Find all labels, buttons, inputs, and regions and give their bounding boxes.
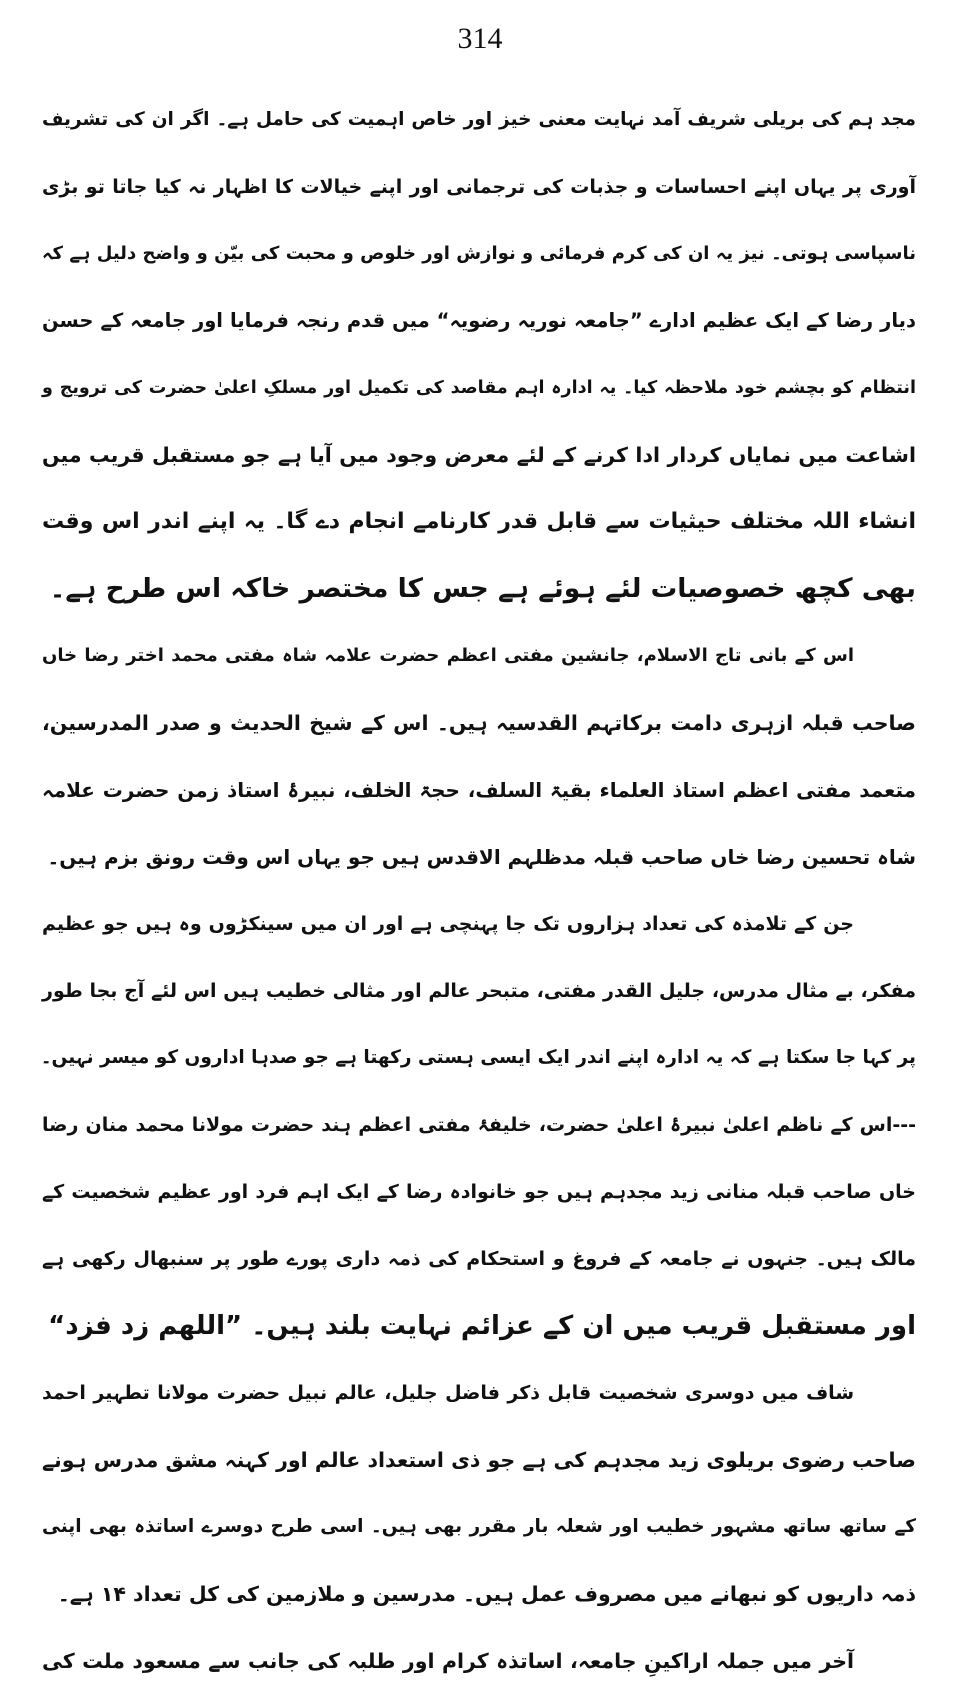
text-line: صاحب رضوی بریلوی زید مجدہم کی ہے جو ذی استعداد عالم اور کہنہ مشق مدرس ہونے: [42, 1448, 916, 1472]
text-line: کے ساتھ ساتھ مشہور خطیب اور شعلہ بار مقرر بھی ہیں۔ اسی طرح دوسرے اساتذہ بھی اپنی: [42, 1516, 916, 1537]
paragraph-start-line: ---اس کے ناظم اعلیٰ نبیرۂ اعلیٰ حضرت، خلیفۂ مفتی اعظم ہند حضرت مولانا محمد منان رضا: [42, 1114, 916, 1136]
page-number: 314: [457, 22, 503, 55]
text-line: مجد ہم کی بریلی شریف آمد نہایت معنی خیز اور خاص اہمیت کی حامل ہے۔ اگر ان کی تشریف: [42, 109, 916, 130]
text-line: پر کہا جا سکتا ہے کہ یہ ادارہ اپنے اندر ایک ایسی ہستی رکھتا ہے جو صدہا اداروں کو میسر نہیں۔: [40, 1047, 916, 1068]
paragraph-start-line: آخر میں جملہ اراکینِ جامعہ، اساتذہ کرام اور طلبہ کی جانب سے مسعود ملت کی: [42, 1649, 854, 1673]
text-line: دیار رضا کے ایک عظیم ادارے ”جامعہ نوریہ رضویہ“ میں قدم رنجہ فرمایا اور جامعہ کے حسن: [42, 309, 916, 332]
text-line: آوری پر یہاں اپنے احساسات و جذبات کی ترجمانی اور اپنے خیالات کا اظہار نہ کیا جاتا تو بڑی: [42, 176, 916, 198]
paragraph-start-line: جن کے تلامذہ کی تعداد ہزاروں تک جا پہنچی ہے اور ان میں سینکڑوں وہ ہیں جو عظیم: [42, 913, 854, 935]
text-line: ذمہ داریوں کو نبھانے میں مصروف عمل ہیں۔ مدرسین و ملازمین کی کل تعداد ۱۴ ہے۔: [57, 1582, 916, 1606]
text-line: متعمد مفتی اعظم استاذ العلماء بقیۃ السلف، حجۃ الخلف، نبیرۂ استاذ زمن حضرت علامہ: [42, 778, 916, 802]
text-line: انشاء اللہ مختلف حیثیات سے قابل قدر کارنامے انجام دے گا۔ یہ اپنے اندر اس وقت: [42, 509, 916, 534]
text-line: اشاعت میں نمایاں کردار ادا کرنے کے لئے معرض وجود میں آیا ہے جو مستقبل قریب میں: [42, 443, 916, 467]
text-line: مفکر، بے مثال مدرس، جلیل القدر مفتی، متبحر عالم اور مثالی خطیب ہیں اس لئے آج بجا طور: [42, 980, 916, 1002]
text-line: بھی کچھ خصوصیات لئے ہوئے ہے جس کا مختصر خاکہ اس طرح ہے۔: [49, 573, 916, 604]
text-line: انتظام کو بچشم خود ملاحظہ کیا۔ یہ ادارہ اہم مقاصد کی تکمیل اور مسلکِ اعلیٰ حضرت کی ترویج و: [42, 378, 916, 398]
text-line: شاہ تحسین رضا خاں صاحب قبلہ مدظلہم الاقدس ہیں جو یہاں اس وقت رونق بزم ہیں۔: [47, 845, 916, 869]
paragraph-start-line: اس کے بانی تاج الاسلام، جانشین مفتی اعظم حضرت علامہ شاہ مفتی محمد اختر رضا خاں: [42, 645, 854, 666]
text-line: اور مستقبل قریب میں ان کے عزائم نہایت بلند ہیں۔ ”اللھم زد فزد“: [48, 1311, 916, 1341]
text-line: خاں صاحب قبلہ منانی زید مجدہم ہیں جو خانوادہ رضا کے ایک اہم فرد اور عظیم شخصیت کے: [42, 1181, 916, 1203]
text-line: ناسپاسی ہوتی۔ نیز یہ ان کی کرم فرمائی و نوازش اور خلوص و محبت کی بیّن و واضح دلیل ہے کہ: [42, 243, 916, 264]
paragraph-start-line: شاف میں دوسری شخصیت قابل ذکر فاضل جلیل، عالم نبیل حضرت مولانا تطہیر احمد: [42, 1382, 854, 1404]
text-line: صاحب قبلہ ازہری دامت برکاتہم القدسیہ ہیں۔ اس کے شیخ الحدیث و صدر المدرسین،: [42, 711, 916, 735]
text-line: مالک ہیں۔ جنہوں نے جامعہ کے فروغ و استحکام کی ذمہ داری پورے طور پر سنبھال رکھی ہے: [42, 1248, 916, 1270]
